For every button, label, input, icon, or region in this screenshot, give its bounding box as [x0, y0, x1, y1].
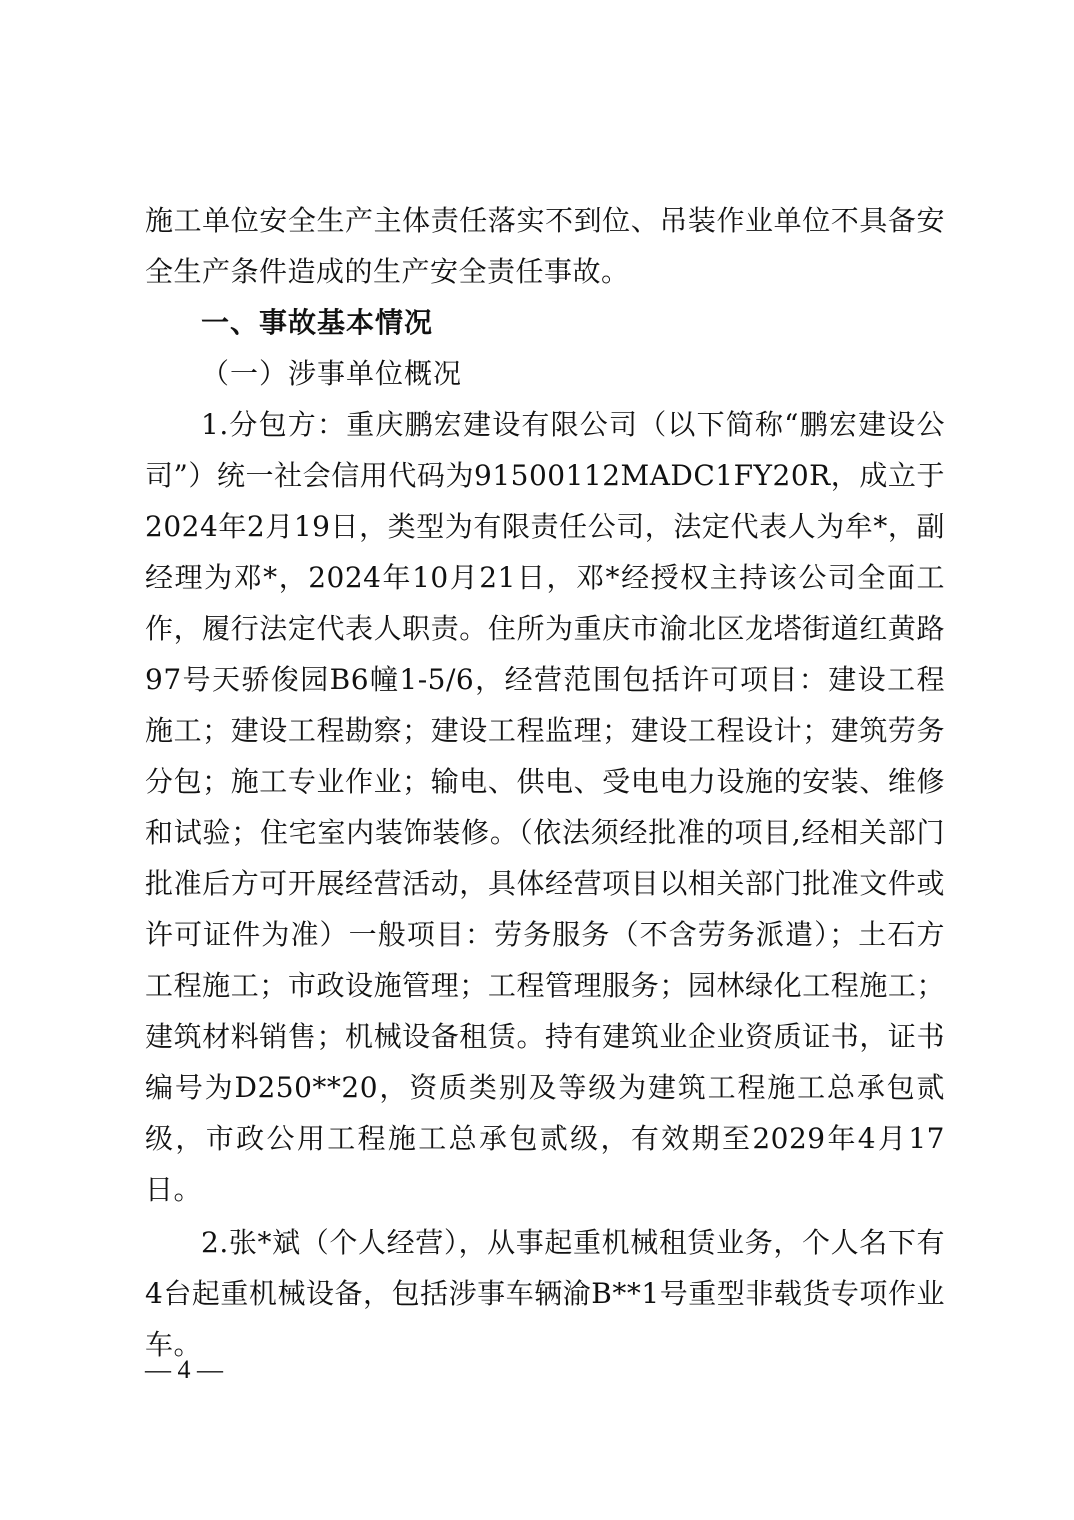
page-number: — 4 —: [145, 1355, 223, 1384]
item-1-paragraph: 1.分包方：重庆鹏宏建设有限公司（以下简称“鹏宏建设公司”）统一社会信用代码为91500112MADC1FY20R，成立于2024年2月19日，类型为有限责任公司，法定代表人为牟*，副经理为邓*，2024年10月21日，邓*经授权主持该公司全面工作，履行法定代表人职责。住所为重庆市渝北区龙塔街道红黄路97号天骄俊园B6幢1-5/6，经营范围包括许可项目：建设工程施工；建设工程勘察；建设工程监理；建设工程设计；建筑劳务分包；施工专业作业；输电、供电、受电电力设施的安装、维修和试验；住宅室内装饰装修。（依法须经批准的项目,经相关部门批准后方可开展经营活动，具体经营项目以相关部门批准文件或许可证件为准）一般项目：劳务服务（不含劳务派遣）；土石方工程施工；市政设施管理；工程管理服务；园林绿化工程施工；建筑材料销售；机械设备租赁。持有建筑业企业资质证书，证书编号为D250**20，资质类别及等级为建筑工程施工总承包贰级，市政公用工程施工总承包贰级，有效期至2029年4月17日。: [145, 408, 945, 1206]
subsection-heading: （一）涉事单位概况: [201, 357, 463, 390]
continuation-paragraph: 施工单位安全生产主体责任落实不到位、吊装作业单位不具备安全生产条件造成的生产安全责任事故。: [145, 204, 945, 288]
document-body: [145, 195, 945, 1370]
section-heading: 一、事故基本情况: [201, 306, 434, 339]
item-2-paragraph: 2.张*斌（个人经营），从事起重机械租赁业务，个人名下有4台起重机械设备，包括涉事车辆渝B**1号重型非载货专项作业车。: [145, 1226, 945, 1361]
